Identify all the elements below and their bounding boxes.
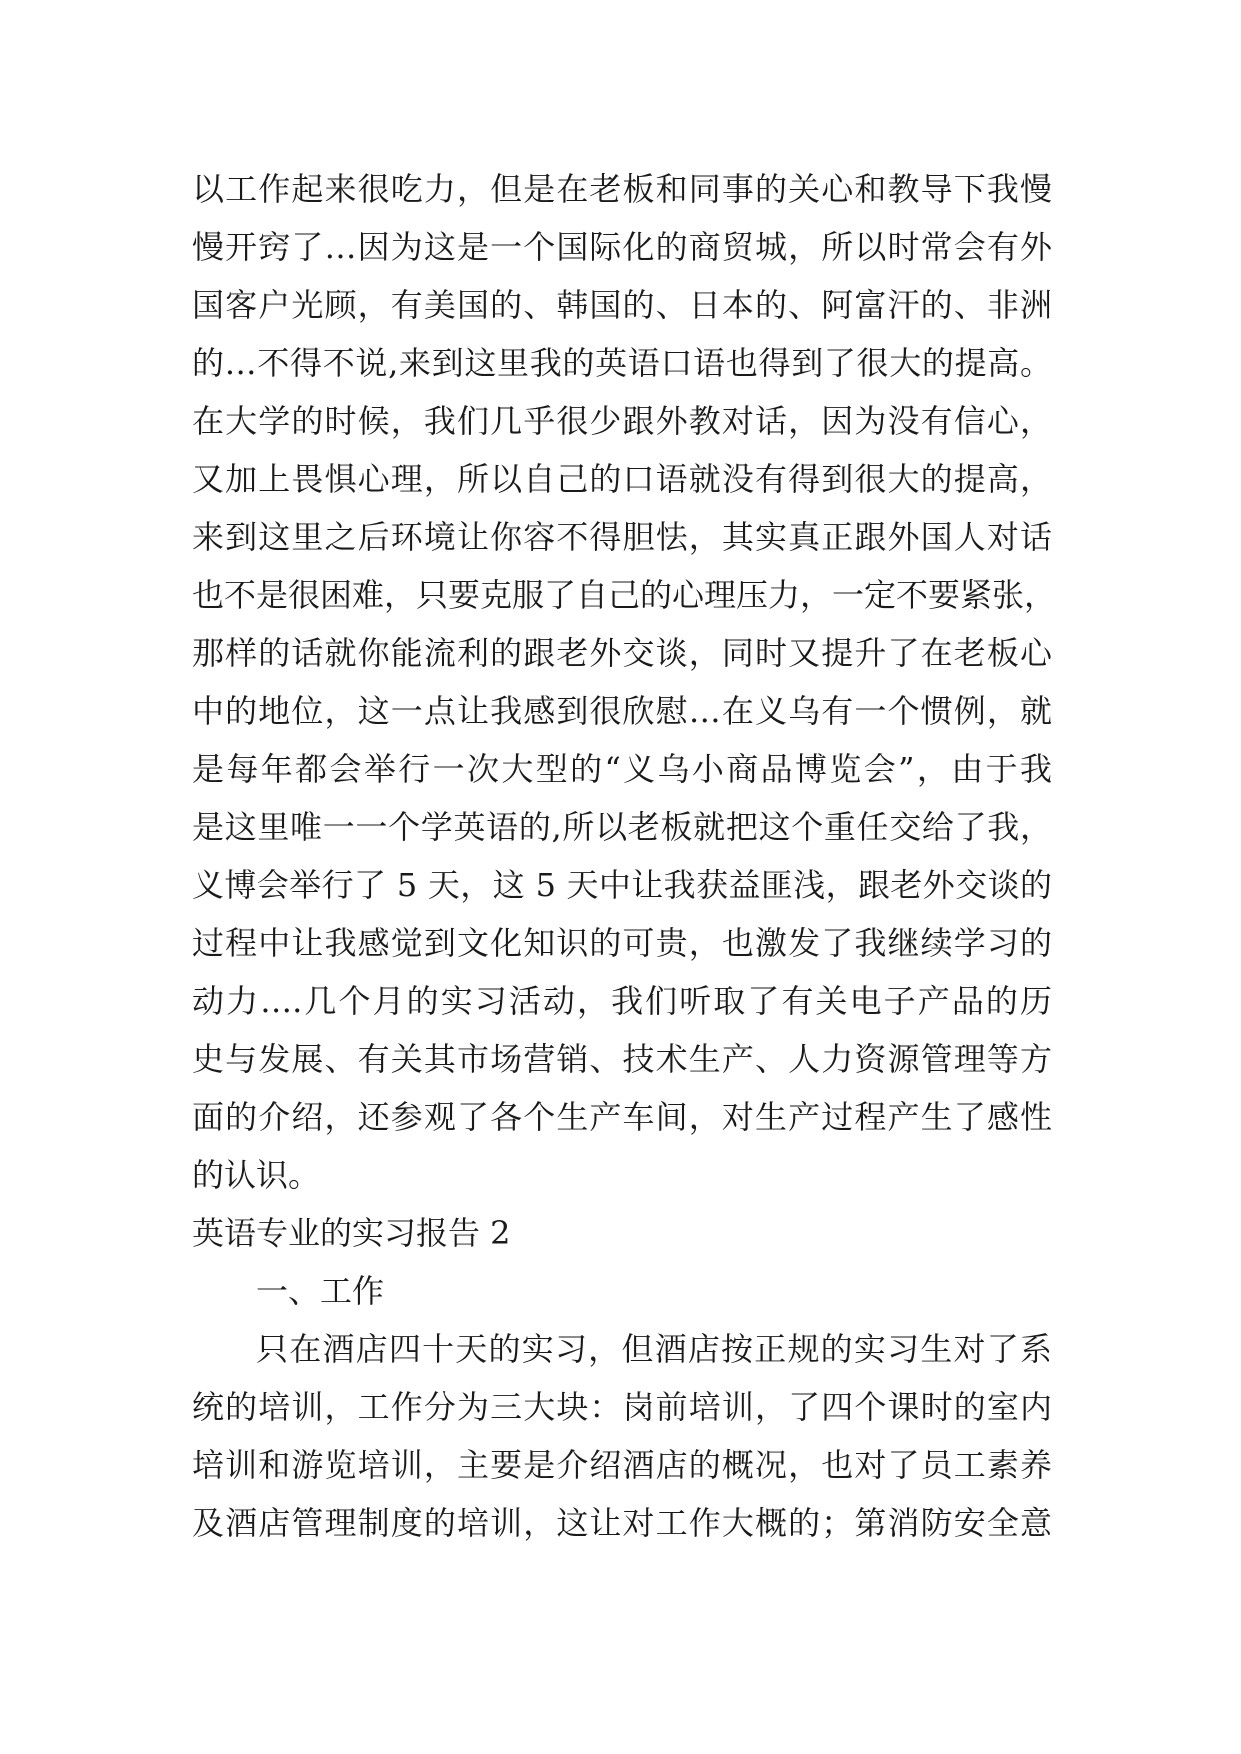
body-line: 国客户光顾，有美国的、韩国的、日本的、阿富汗的、非洲 [192, 286, 1052, 324]
body-line: 来到这里之后环境让你容不得胆怯，其实真正跟外国人对话 [192, 518, 1052, 556]
body-line: 也不是很困难，只要克服了自己的心理压力，一定不要紧张， [192, 576, 1057, 614]
subsection-title: 一、工作 [256, 1272, 385, 1310]
body-line: 是这里唯一一个学英语的,所以老板就把这个重任交给了我， [192, 808, 1052, 846]
body-line-last: 的认识。 [192, 1156, 321, 1194]
body-line: 在大学的时候，我们几乎很少跟外教对话，因为没有信心， [192, 402, 1052, 440]
body-line: 义博会举行了 5 天，这 5 天中让我获益匪浅，跟老外交谈的 [192, 866, 1052, 904]
section-title: 英语专业的实习报告 2 [192, 1214, 511, 1252]
paragraph2-line: 培训和游览培训，主要是介绍酒店的概况，也对了员工素养 [192, 1446, 1052, 1484]
body-line: 是每年都会举行一次大型的“义乌小商品博览会”，由于我 [192, 750, 1052, 788]
paragraph2-line: 只在酒店四十天的实习，但酒店按正规的实习生对了系 [256, 1330, 1052, 1368]
body-line: 那样的话就你能流利的跟老外交谈，同时又提升了在老板心 [192, 634, 1052, 672]
body-line: 又加上畏惧心理，所以自己的口语就没有得到很大的提高， [192, 460, 1052, 498]
paragraph2-line: 统的培训，工作分为三大块：岗前培训，了四个课时的室内 [192, 1388, 1052, 1426]
body-line: 过程中让我感觉到文化知识的可贵，也激发了我继续学习的 [192, 924, 1052, 962]
body-line: 以工作起来很吃力，但是在老板和同事的关心和教导下我慢 [192, 170, 1052, 208]
body-line: 中的地位，这一点让我感到很欣慰…在义乌有一个惯例，就 [192, 692, 1052, 730]
body-line: 的…不得不说,来到这里我的英语口语也得到了很大的提高。 [192, 344, 1052, 382]
body-line: 动力….几个月的实习活动，我们听取了有关电子产品的历 [192, 982, 1052, 1020]
body-line: 面的介绍，还参观了各个生产车间，对生产过程产生了感性 [192, 1098, 1052, 1136]
paragraph2-line: 及酒店管理制度的培训，这让对工作大概的；第消防安全意 [192, 1504, 1052, 1542]
body-line: 慢开窍了…因为这是一个国际化的商贸城，所以时常会有外 [192, 228, 1052, 266]
document-content [192, 160, 1057, 1552]
body-line: 史与发展、有关其市场营销、技术生产、人力资源管理等方 [192, 1040, 1052, 1078]
